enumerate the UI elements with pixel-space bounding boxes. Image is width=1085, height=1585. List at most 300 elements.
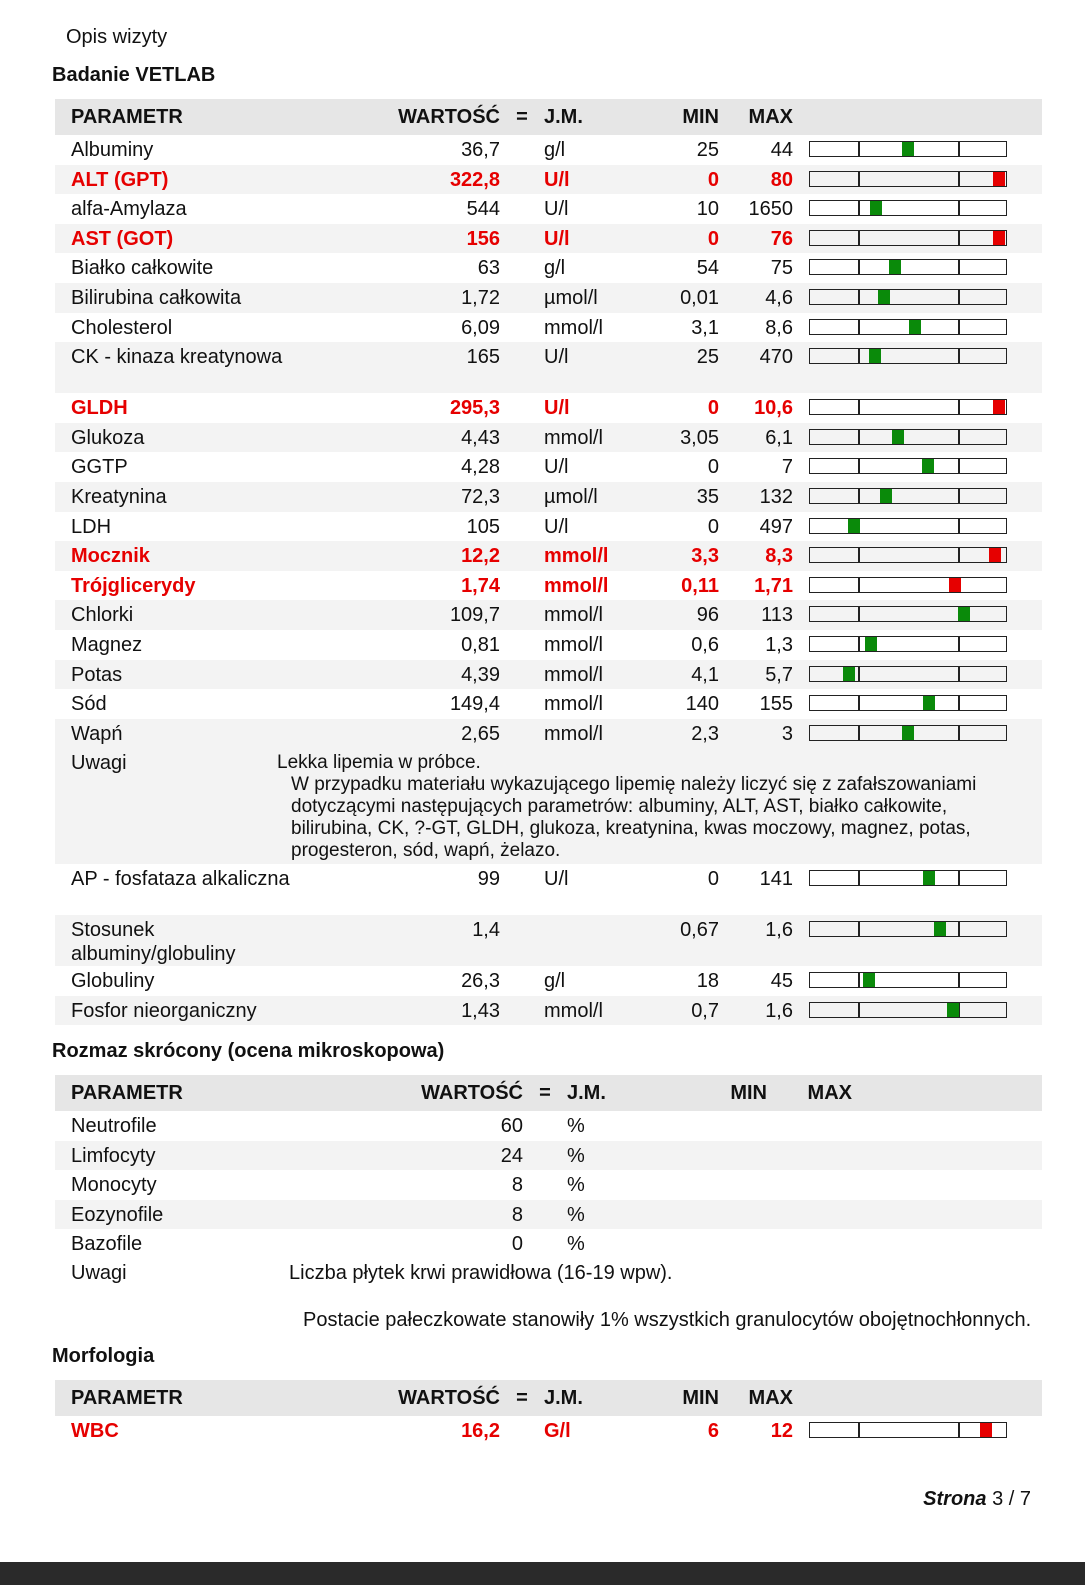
range-divider — [858, 142, 860, 156]
eq-cell — [523, 1229, 567, 1259]
param-value: 1,43 — [305, 996, 500, 1026]
table-row — [55, 1416, 1042, 1446]
range-cell — [799, 719, 1042, 749]
range-cell — [799, 512, 1042, 542]
table-row — [55, 283, 1042, 313]
param-max: 44 — [770, 139, 793, 161]
param-min: 18 — [696, 970, 719, 993]
param-unit: % — [567, 1141, 677, 1171]
param-value: 8 — [305, 1200, 523, 1230]
range-marker — [993, 172, 1005, 186]
range-divider — [958, 922, 960, 936]
range-cell — [799, 283, 1042, 313]
range-cell — [852, 1170, 1042, 1200]
range-cell — [799, 541, 1042, 571]
smear-note-label: Uwagi — [71, 1261, 127, 1284]
param-min — [677, 1229, 767, 1259]
range-divider — [958, 519, 960, 533]
range-cell — [799, 689, 1042, 719]
param-unit: mmol/l — [544, 316, 603, 339]
table-row — [55, 1141, 1042, 1171]
range-divider — [858, 667, 860, 681]
header-param: PARAMETR — [71, 105, 183, 128]
table-row — [55, 342, 1042, 393]
range-marker — [865, 637, 877, 651]
smear-header-eq: = — [539, 1081, 551, 1104]
vetlab-table — [55, 99, 1042, 1025]
param-name: Bazofile — [71, 1233, 143, 1256]
param-unit: µmol/l — [544, 283, 639, 313]
range-divider — [858, 260, 860, 274]
param-min: 3,1 — [691, 316, 719, 339]
param-max: 45 — [770, 970, 793, 993]
morphology-header-row — [55, 1380, 1042, 1416]
range-marker — [843, 667, 855, 681]
param-max: 10,6 — [754, 397, 793, 420]
range-divider — [958, 430, 960, 444]
range-bar — [809, 695, 1007, 711]
range-cell — [799, 135, 1042, 165]
range-divider — [858, 1003, 860, 1017]
table-row — [55, 452, 1042, 482]
param-value: 24 — [305, 1141, 523, 1171]
range-cell — [852, 1229, 1042, 1259]
range-marker — [869, 349, 881, 363]
param-max — [767, 1200, 852, 1230]
param-value: 105 — [466, 515, 500, 538]
param-unit — [544, 915, 639, 966]
table-row — [55, 423, 1042, 453]
param-name: Kreatynina — [55, 482, 305, 512]
param-max: 80 — [719, 165, 799, 195]
range-cell — [852, 1111, 1042, 1141]
range-divider — [858, 349, 860, 363]
param-max: 7 — [781, 456, 793, 479]
range-divider — [958, 667, 960, 681]
table-row — [55, 864, 1042, 915]
smear-header-row — [55, 1075, 1042, 1111]
range-divider — [858, 696, 860, 710]
table-row — [55, 224, 1042, 254]
param-max: 3 — [719, 719, 799, 749]
range-cell — [799, 630, 1042, 660]
header-eq: = — [516, 105, 528, 128]
range-marker — [902, 142, 914, 156]
range-bar — [809, 348, 1007, 364]
smear-header-min: MIN — [730, 1081, 767, 1104]
param-value: 109,7 — [305, 600, 500, 630]
eq-cell — [523, 1141, 567, 1171]
table-row — [55, 630, 1042, 660]
param-value: 1,74 — [461, 574, 500, 597]
param-max: 1,6 — [719, 996, 799, 1026]
param-max — [767, 1229, 852, 1259]
vetlab-section-title: Badanie VETLAB — [52, 64, 216, 86]
range-bar — [809, 1422, 1007, 1438]
range-cell — [799, 571, 1042, 601]
param-value: 295,3 — [449, 397, 500, 420]
param-unit: mmol/l — [544, 541, 639, 571]
range-cell — [799, 996, 1042, 1026]
eq-cell — [500, 660, 544, 690]
range-bar — [809, 319, 1007, 335]
range-bar — [809, 259, 1007, 275]
range-marker — [980, 1423, 992, 1437]
range-cell — [799, 224, 1042, 254]
param-name: Mocznik — [55, 541, 305, 571]
range-divider — [858, 973, 860, 987]
range-bar — [809, 488, 1007, 504]
range-marker — [947, 1003, 959, 1017]
param-max: 1650 — [748, 198, 793, 221]
param-name: Albuminy — [71, 139, 154, 161]
param-min: 54 — [696, 257, 719, 280]
range-cell — [799, 915, 1042, 966]
range-bar — [809, 870, 1007, 886]
range-marker — [889, 260, 901, 274]
range-marker — [949, 578, 961, 592]
param-name: Cholesterol — [71, 316, 173, 339]
eq-cell — [500, 966, 544, 996]
param-max: 6,1 — [719, 423, 799, 453]
param-min: 25 — [696, 139, 719, 161]
range-divider — [958, 696, 960, 710]
range-marker — [922, 459, 934, 473]
table-row — [55, 600, 1042, 630]
range-bar — [809, 921, 1007, 937]
range-cell — [799, 864, 1042, 915]
param-min: 4,1 — [639, 660, 719, 690]
param-max: 470 — [719, 342, 799, 393]
range-divider — [958, 320, 960, 334]
param-name: CK - kinaza kreatynowa — [55, 342, 305, 393]
range-divider — [958, 871, 960, 885]
eq-cell — [500, 600, 544, 630]
range-marker — [880, 489, 892, 503]
param-min: 140 — [685, 693, 719, 716]
range-divider — [858, 231, 860, 245]
range-bar — [809, 429, 1007, 445]
smear-table — [55, 1075, 1042, 1332]
vetlab-header-row — [55, 99, 1042, 135]
param-max: 1,6 — [719, 915, 799, 966]
eq-cell — [500, 342, 544, 393]
range-divider — [958, 260, 960, 274]
table-row — [55, 313, 1042, 343]
table-row — [55, 1229, 1042, 1259]
range-cell — [799, 194, 1042, 224]
param-unit: % — [567, 1174, 585, 1197]
param-min: 35 — [639, 482, 719, 512]
param-value: 12,2 — [305, 541, 500, 571]
range-marker — [923, 696, 935, 710]
eq-cell — [500, 393, 544, 423]
param-value: 4,39 — [305, 660, 500, 690]
param-unit: mmol/l — [544, 633, 603, 656]
param-name: Limfocyty — [55, 1141, 305, 1171]
param-max: 4,6 — [719, 283, 799, 313]
param-max: 1,3 — [765, 633, 793, 656]
range-divider — [958, 459, 960, 473]
range-divider — [858, 548, 860, 562]
range-divider — [858, 871, 860, 885]
range-divider — [958, 637, 960, 651]
param-name: GGTP — [71, 456, 128, 479]
table-row — [55, 512, 1042, 542]
param-value: 156 — [305, 224, 500, 254]
param-unit: U/l — [544, 165, 639, 195]
param-unit: % — [567, 1115, 585, 1137]
param-unit: mmol/l — [544, 719, 639, 749]
range-divider — [958, 290, 960, 304]
param-min: 3,3 — [639, 541, 719, 571]
param-unit: U/l — [544, 198, 569, 221]
range-divider — [958, 1423, 960, 1437]
eq-cell — [500, 719, 544, 749]
param-name: alfa-Amylaza — [71, 198, 187, 221]
param-name: Globuliny — [71, 970, 155, 993]
eq-cell — [500, 452, 544, 482]
param-unit: U/l — [544, 397, 570, 420]
param-max: 155 — [759, 693, 793, 716]
range-bar — [809, 141, 1007, 157]
table-row — [55, 482, 1042, 512]
param-name: AST (GOT) — [55, 224, 305, 254]
param-unit: U/l — [544, 515, 569, 538]
param-unit: µmol/l — [544, 482, 639, 512]
range-marker — [989, 548, 1001, 562]
range-divider — [858, 201, 860, 215]
param-value: 6,09 — [461, 316, 500, 339]
range-divider — [858, 320, 860, 334]
param-value: 322,8 — [305, 165, 500, 195]
param-value: 4,43 — [305, 423, 500, 453]
param-value: 0,81 — [461, 633, 500, 656]
param-max: 141 — [759, 868, 793, 891]
range-cell — [799, 423, 1042, 453]
param-name: Magnez — [71, 633, 143, 656]
param-unit: G/l — [544, 1420, 571, 1442]
param-unit: U/l — [544, 868, 569, 891]
param-max: 75 — [770, 257, 793, 280]
param-min: 6 — [707, 1420, 719, 1442]
param-min: 0 — [707, 515, 719, 538]
param-unit: g/l — [544, 257, 566, 280]
table-row — [55, 1200, 1042, 1230]
param-unit: g/l — [544, 139, 566, 161]
range-marker — [993, 231, 1005, 245]
eq-cell — [523, 1170, 567, 1200]
param-name: LDH — [71, 515, 112, 538]
eq-cell — [500, 915, 544, 966]
table-row — [55, 571, 1042, 601]
note-body: W przypadku materiału wykazującego lipemię należy liczyć się z zafałszowaniami dotyczącymi następujących parametrów: albuminy, ALT, AST, białko całkowite, bilirubina, CK, ?-GT, GLDH, glukoza, kreatynina, kwas moczowy, magnez, potas, progesteron, sód, wapń, żelazo. — [291, 774, 977, 862]
page-label: Strona — [923, 1488, 987, 1510]
range-marker — [923, 871, 935, 885]
smear-header-param: PARAMETR — [71, 1081, 183, 1104]
range-bar — [809, 518, 1007, 534]
param-min — [677, 1141, 767, 1171]
range-divider — [858, 172, 860, 186]
param-name: ALT (GPT) — [55, 165, 305, 195]
table-row — [55, 194, 1042, 224]
range-divider — [858, 430, 860, 444]
range-marker — [892, 430, 904, 444]
param-value: 16,2 — [461, 1420, 500, 1442]
param-value: 60 — [500, 1115, 523, 1137]
eq-cell — [500, 1416, 544, 1446]
param-value: 2,65 — [305, 719, 500, 749]
range-cell — [852, 1141, 1042, 1171]
param-value: 63 — [477, 257, 500, 280]
range-divider — [858, 922, 860, 936]
table-row — [55, 719, 1042, 749]
morphology-section-title: Morfologia — [52, 1345, 155, 1367]
range-divider — [958, 973, 960, 987]
param-value: 72,3 — [305, 482, 500, 512]
range-divider — [958, 349, 960, 363]
param-unit: mmol/l — [544, 423, 639, 453]
param-unit: mmol/l — [544, 693, 603, 716]
range-bar — [809, 972, 1007, 988]
range-divider — [958, 726, 960, 740]
param-min — [677, 1200, 767, 1230]
range-divider — [958, 172, 960, 186]
range-marker — [878, 290, 890, 304]
range-bar — [809, 200, 1007, 216]
param-name: GLDH — [71, 397, 128, 420]
range-divider — [958, 489, 960, 503]
morph-header-max: MAX — [748, 1386, 793, 1409]
param-name: Potas — [55, 660, 305, 690]
param-min — [677, 1111, 767, 1141]
note-first-line: Lekka lipemia w próbce. — [277, 752, 481, 774]
table-row — [55, 1111, 1042, 1141]
param-unit: % — [567, 1200, 677, 1230]
range-bar — [809, 636, 1007, 652]
param-name: Trójglicerydy — [71, 574, 196, 597]
eq-cell — [500, 482, 544, 512]
param-value: 4,28 — [461, 456, 500, 479]
range-divider — [858, 578, 860, 592]
param-value: 8 — [511, 1174, 523, 1197]
range-bar — [809, 725, 1007, 741]
param-unit: % — [567, 1233, 585, 1256]
param-min: 0,6 — [691, 633, 719, 656]
param-max — [767, 1141, 852, 1171]
param-min: 2,3 — [639, 719, 719, 749]
param-max: 76 — [719, 224, 799, 254]
table-row — [55, 996, 1042, 1026]
param-min: 0 — [639, 165, 719, 195]
range-divider — [958, 201, 960, 215]
eq-cell — [500, 512, 544, 542]
range-marker — [993, 400, 1005, 414]
range-bar — [809, 230, 1007, 246]
range-cell — [799, 313, 1042, 343]
range-bar — [809, 1002, 1007, 1018]
range-cell — [799, 342, 1042, 393]
param-max: 8,6 — [765, 316, 793, 339]
range-divider — [958, 548, 960, 562]
param-unit: U/l — [544, 224, 639, 254]
param-value: 1,72 — [305, 283, 500, 313]
eq-cell — [523, 1200, 567, 1230]
morph-header-min: MIN — [682, 1386, 719, 1409]
range-marker — [909, 320, 921, 334]
param-min: 0,11 — [681, 574, 719, 597]
range-cell — [799, 165, 1042, 195]
param-name: Eozynofile — [55, 1200, 305, 1230]
param-value: 1,4 — [305, 915, 500, 966]
smear-section-title: Rozmaz skrócony (ocena mikroskopowa) — [52, 1040, 445, 1062]
range-divider — [858, 1423, 860, 1437]
morph-header-unit: J.M. — [544, 1386, 583, 1409]
param-max — [767, 1170, 852, 1200]
smear-header-value: WARTOŚĆ — [421, 1081, 523, 1104]
param-unit: mmol/l — [544, 996, 639, 1026]
param-min: 0,67 — [639, 915, 719, 966]
param-min — [677, 1170, 767, 1200]
param-unit: U/l — [544, 456, 569, 479]
param-value: 165 — [305, 342, 500, 393]
eq-cell — [500, 165, 544, 195]
range-bar — [809, 171, 1007, 187]
page-total: / 7 — [1008, 1488, 1031, 1510]
param-min: 0,7 — [639, 996, 719, 1026]
header-range — [799, 99, 1042, 135]
range-divider — [958, 231, 960, 245]
param-name: Sód — [71, 693, 107, 716]
param-min: 96 — [639, 600, 719, 630]
range-divider — [958, 142, 960, 156]
header-value: WARTOŚĆ — [398, 105, 500, 128]
range-bar — [809, 666, 1007, 682]
param-unit: g/l — [544, 970, 566, 993]
range-cell — [852, 1200, 1042, 1230]
range-bar — [809, 577, 1007, 593]
param-value: 99 — [477, 868, 500, 891]
range-cell — [799, 966, 1042, 996]
range-divider — [858, 459, 860, 473]
param-name: Chlorki — [55, 600, 305, 630]
param-min: 10 — [696, 198, 719, 221]
vetlab-note-row — [55, 748, 1042, 864]
header-unit: J.M. — [544, 105, 583, 128]
table-row — [55, 660, 1042, 690]
param-name: Monocyty — [71, 1174, 157, 1197]
eq-cell — [500, 689, 544, 719]
eq-cell — [500, 630, 544, 660]
range-divider — [858, 489, 860, 503]
eq-cell — [500, 283, 544, 313]
param-min: 0 — [639, 224, 719, 254]
param-value: 544 — [466, 198, 500, 221]
morph-header-param: PARAMETR — [71, 1386, 183, 1409]
range-marker — [870, 201, 882, 215]
param-min: 25 — [639, 342, 719, 393]
range-cell — [799, 393, 1042, 423]
note-label: Uwagi — [55, 748, 305, 864]
eq-cell — [500, 541, 544, 571]
range-marker — [958, 607, 970, 621]
range-marker — [934, 922, 946, 936]
range-marker — [863, 973, 875, 987]
page-footer — [923, 1488, 1031, 1511]
param-name: WBC — [71, 1420, 119, 1442]
range-marker — [848, 519, 860, 533]
param-max: 132 — [719, 482, 799, 512]
